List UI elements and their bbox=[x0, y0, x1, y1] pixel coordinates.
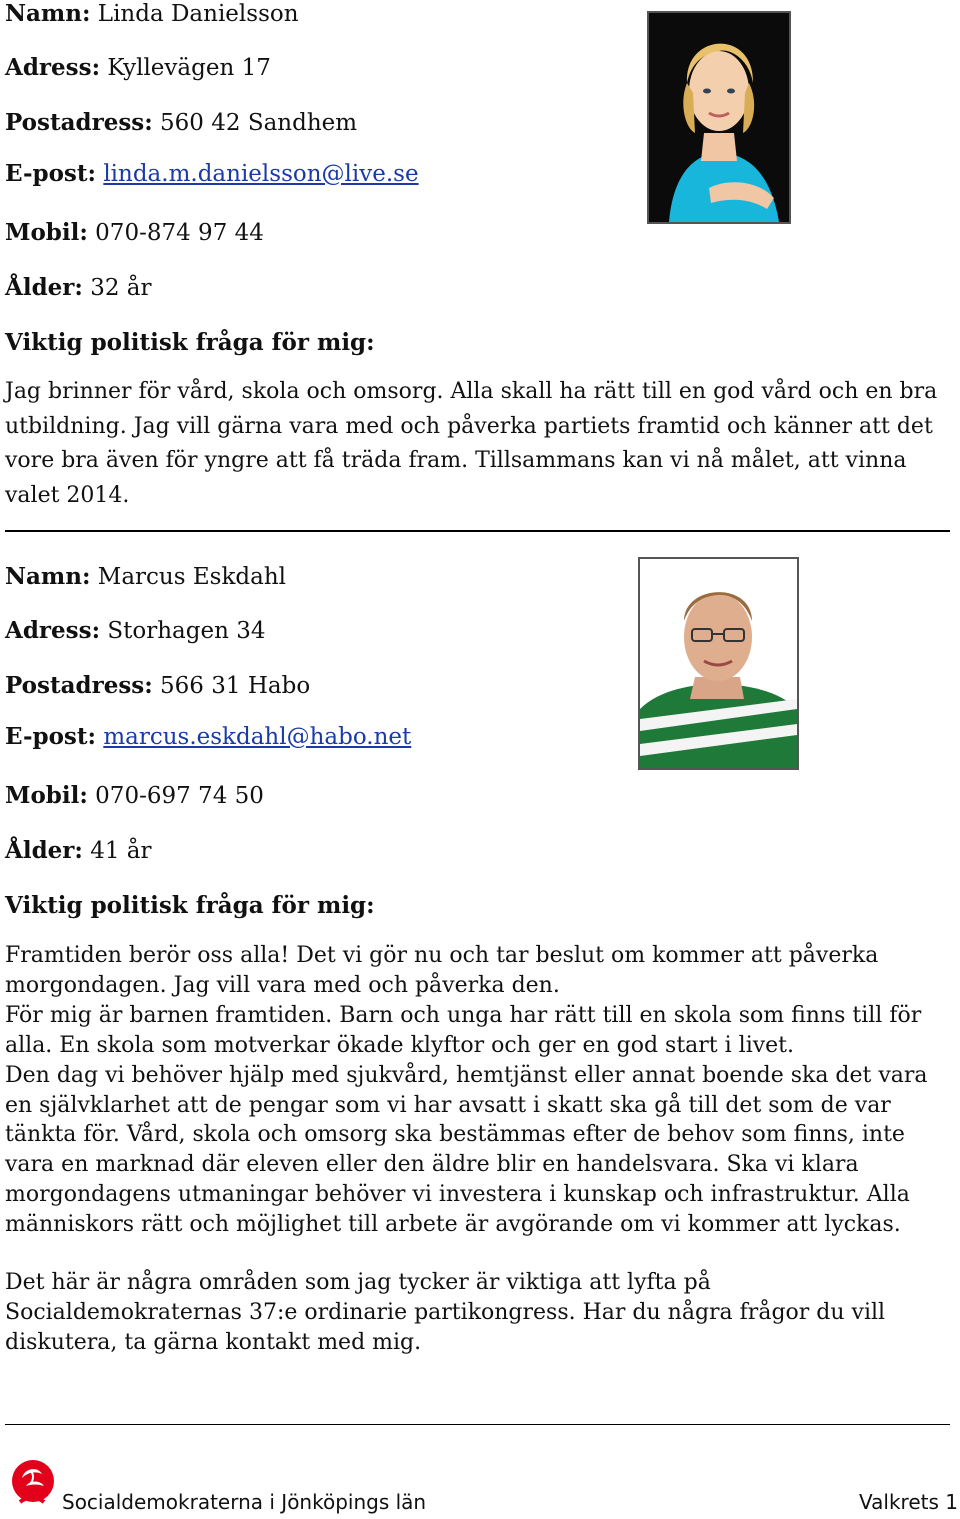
p2-paragraph: För mig är barnen framtiden. Barn och unga har rätt till en skola som finns till för alla. En skola som motverkar ökade klyftor och ger en god start i livet. bbox=[5, 1002, 922, 1058]
p1-age: 32 år bbox=[90, 275, 152, 301]
p1-question-heading bbox=[5, 329, 375, 356]
p2-statement bbox=[5, 941, 950, 1358]
p2-name: Marcus Eskdahl bbox=[97, 564, 286, 590]
label: Namn: bbox=[5, 563, 91, 590]
p2-mobile-row bbox=[5, 782, 264, 809]
p1-address-row bbox=[5, 54, 271, 81]
label: E-post: bbox=[5, 723, 96, 750]
p2-address: Storhagen 34 bbox=[107, 618, 266, 644]
footer-divider bbox=[5, 1424, 950, 1425]
label: Postadress: bbox=[5, 109, 153, 136]
p2-age: 41 år bbox=[90, 838, 152, 864]
p1-mobile-row bbox=[5, 219, 264, 246]
p2-question-heading bbox=[5, 892, 375, 919]
p2-paragraph: Det här är några områden som jag tycker är viktiga att lyfta på Socialdemokraternas 37:e ordinarie partikongress. Har du några frågor du vill diskutera, ta gärna kontakt med mig. bbox=[5, 1270, 886, 1355]
p1-name-row bbox=[5, 0, 299, 27]
p1-postal-row bbox=[5, 109, 357, 136]
p1-age-row bbox=[5, 274, 152, 301]
label: Ålder: bbox=[5, 274, 83, 301]
p2-paragraph: Framtiden berör oss alla! Det vi gör nu och tar beslut om kommer att påverka morgondagen. Jag vill vara med och påverka den. bbox=[5, 943, 879, 998]
label: Mobil: bbox=[5, 782, 88, 809]
p1-statement: Jag brinner för vård, skola och omsorg. Alla skall ha rätt till en god vård och en bra utbildning. Jag vill gärna vara med och påverka partiets framtid och känner att det vore bra även för yngre att få träda fram. Tillsammans kan vi nå målet, att vinna valet 2014. bbox=[5, 379, 938, 508]
label: Namn: bbox=[5, 0, 91, 27]
p1-name: Linda Danielsson bbox=[97, 1, 299, 27]
p2-portrait-photo bbox=[638, 557, 799, 770]
label: Viktig politisk fråga för mig: bbox=[5, 329, 375, 356]
p1-postal: 560 42 Sandhem bbox=[160, 110, 358, 136]
p2-email-row bbox=[5, 723, 411, 750]
p2-address-row bbox=[5, 617, 265, 644]
label: Viktig politisk fråga för mig: bbox=[5, 892, 375, 919]
p2-email-link[interactable]: marcus.eskdahl@habo.net bbox=[103, 724, 412, 750]
label: Adress: bbox=[5, 617, 101, 644]
p2-paragraph: Den dag vi behöver hjälp med sjukvård, hemtjänst eller annat boende ska det vara en självklarhet att de pengar som vi har avsatt i skatt ska gå till det som de var tänkta för. Vård, skola och omsorg ska bestämmas efter de behov som finns, inte vara en marknad där eleven eller den äldre blir en handelsvara. Ska vi klara morgondagens utmaningar behöver vi investera i kunskap och infrastruktur. Alla människors rätt och möjlighet till arbete är avgörande om vi kommer att lyckas. bbox=[5, 1062, 928, 1238]
p1-email-link[interactable]: linda.m.danielsson@live.se bbox=[103, 161, 419, 187]
label: Postadress: bbox=[5, 672, 153, 699]
p2-age-row bbox=[5, 837, 152, 864]
p1-portrait-photo bbox=[647, 11, 791, 224]
p2-postal-row bbox=[5, 672, 310, 699]
footer-page: Valkrets 1 bbox=[859, 1490, 958, 1514]
footer-org: Socialdemokraterna i Jönköpings län bbox=[62, 1490, 427, 1514]
divider bbox=[5, 530, 950, 532]
label: Adress: bbox=[5, 54, 101, 81]
rose-logo-icon bbox=[6, 1456, 60, 1510]
label: Ålder: bbox=[5, 837, 83, 864]
p2-mobile: 070-697 74 50 bbox=[95, 783, 264, 809]
p2-postal: 566 31 Habo bbox=[160, 673, 311, 699]
p2-name-row bbox=[5, 563, 286, 590]
label: Mobil: bbox=[5, 219, 88, 246]
p1-address: Kyllevägen 17 bbox=[107, 55, 271, 81]
p1-email-row bbox=[5, 160, 419, 187]
p1-mobile: 070-874 97 44 bbox=[95, 220, 264, 246]
label: E-post: bbox=[5, 160, 96, 187]
